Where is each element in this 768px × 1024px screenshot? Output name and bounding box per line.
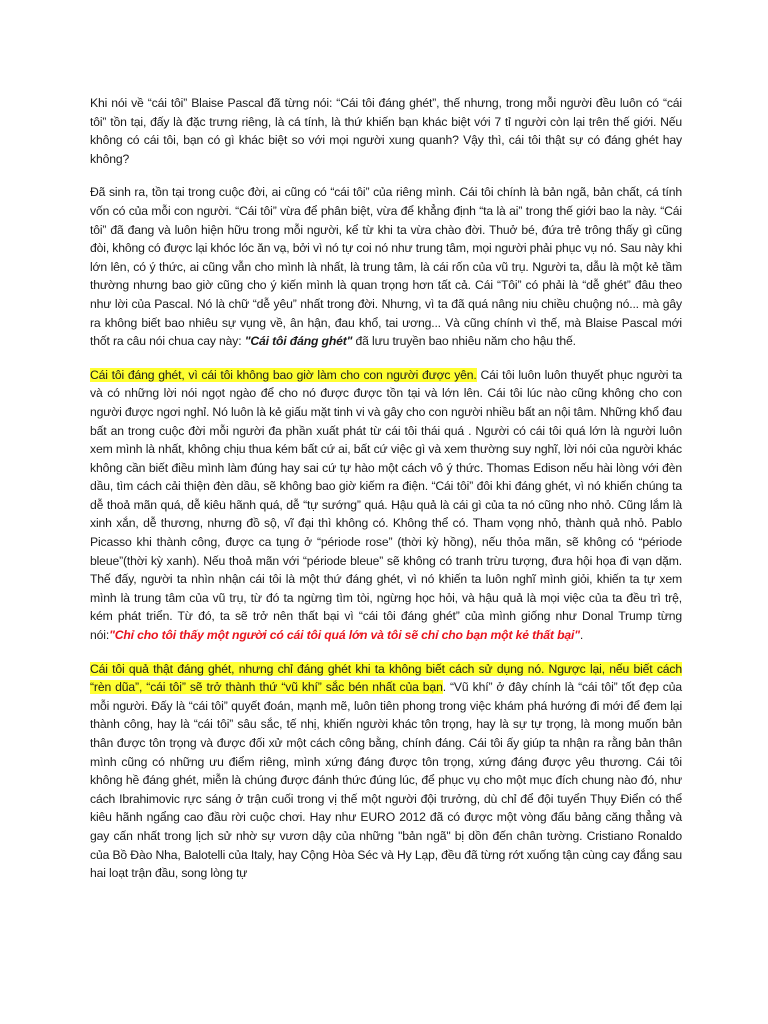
paragraph-ego-nature-tail: đã lưu truyền bao nhiêu năm cho hậu thế. (352, 334, 576, 349)
paragraph-intro (90, 94, 682, 168)
highlighted-thesis-1: Cái tôi đáng ghét, vì cái tôi không bao giờ làm cho con người được yên. (90, 367, 477, 382)
trump-quote: "Chỉ cho tôi thấy một người có cái tôi quá lớn và tôi sẽ chỉ cho bạn một kẻ thất bại" (109, 628, 580, 643)
paragraph-ego-weapon (90, 660, 682, 883)
paragraph-ego-hateful-text: Cái tôi luôn luôn thuyết phục người ta và có những lời nói ngọt ngào để cho nó được được tồn tại và lớn lên. Cái tôi lúc nào cũng không cho con người được ngơi nghỉ. Nó luôn là kẻ giấu mặt tinh vi và gây cho con người nhiều bất an nội tâm. Những khổ đau bất an trong cuộc đời mỗi người đa phần xuất phát từ cái tôi thái quá . Người có cái tôi quá lớn là người luôn xem mình là nhất, không chịu thua kém bất cứ ai, bất cứ việc gì và xem thường suy nghĩ, lời nói của người khác không cần biết điều mình làm đúng hay sai cứ tự hào một cách vô ý thức. Thomas Edison nếu hài lòng với đèn dầu, tìm cách cải thiện đèn dầu, sẽ không bao giờ kiếm ra điện. “Cái tôi” đôi khi đáng ghét, vì nó khiến chúng ta dễ thoả mãn quá, dễ kiêu hãnh quá, dễ “tự sướng” quá. Hậu quả là cái gì của ta nó cũng nho nhỏ. Cũng lắm là xinh xắn, dễ thương, nhưng đồ sộ, vĩ đại thì không có. Không thể có. Tham vọng nhỏ, thành quả nhỏ. Pablo Picasso khi thành công, được ca tụng ở “période rose” (thời kỳ hồng), nếu thỏa mãn, sẽ không có “période bleue”(thời kỳ xanh). Nếu thoả mãn với “période bleue” sẽ không có tranh trừu tượng, đưa hội họa đi vạn dặm. Thế đấy, người ta nhìn nhận cái tôi là một thứ đáng ghét, vì nó khiến ta luôn nghĩ mình giỏi, khiến ta tự xem mình là trung tâm của vũ trụ, từ đó ta ngừng tìm tòi, ngừng học hỏi, và hậu quả là mọi việc của ta đều trì trệ, kém phát triển. Từ đó, ta sẽ trở nên thất bại vì “cái tôi đáng ghét” của mình giống như Donal Trump từng nói: (90, 367, 682, 643)
paragraph-ego-hateful (90, 366, 682, 645)
paragraph-ego-nature-text: Đã sinh ra, tồn tại trong cuộc đời, ai cũng có “cái tôi” của riêng mình. Cái tôi chính là bản ngã, bản chất, cá tính vốn có của mỗi con người. “Cái tôi” vừa để phân biệt, vừa để khẳng định “ta là ai” trong thế giới bao la này. “Cái tôi” đã đang và luôn hiện hữu trong mỗi người, kể từ khi ta vừa chào đời. Thuở bé, đứa trẻ trông thấy gì cũng đòi, không có được lại khóc lóc ăn vạ, bởi vì nó tự coi nó như trung tâm, mọi người phải phục vụ nó. Sau này khi lớn lên, có ý thức, ai cũng vẫn cho mình là nhất, là trung tâm, là cái rốn của vũ trụ. Người ta, dẫu là một kẻ tầm thường nhưng bao giờ cũng cho ý kiến mình là quan trọng hơn tất cả. Cái “Tôi” có phải là “dễ ghét” đâu theo như lời của Pascal. Nó là chữ “dễ yêu” nhất trong đời. Nhưng, vì ta đã quá nâng niu chiều chuộng nó... mà gây ra không biết bao nhiêu sự vụng về, ân hận, đau khổ, tai ương... Và cũng chính vì thế, mà Blaise Pascal mới thốt ra câu nói chua cay này: (90, 185, 682, 349)
paragraph-ego-weapon-text: . “Vũ khí” ở đây chính là “cái tôi” tốt đẹp của mỗi người. Đấy là “cái tôi” quyết đoán, mạnh mẽ, luôn tiên phong trong việc khám phá hướng đi mới để đem lại thành công, hay là “cái tôi” sâu sắc, tế nhị, khiến người khác tôn trọng, hay là sự tự trọng, là mong muốn bản thân được tôn trọng và được đối xử một cách công bằng, chính đáng. Cái tôi ấy giúp ta nhận ra rằng bản thân mình cũng có những ưu điểm riêng, mình xứng đáng được tôn trọng, xứng đáng được yêu thương. Cái tôi không hề đáng ghét, miễn là chúng được đánh thức đúng lúc, để phục vụ cho một mục đích chung nào đó, như cách Ibrahimovic rực sáng ở trận cuối trong vị thế một người đội trưởng, dù chỉ để đội tuyển Thụy Điển có thể kiêu hãnh ngẩng cao đầu rời cuộc chơi. Hay như EURO 2012 đã có được một vòng đấu bảng căng thẳng và gay cấn nhất trong lịch sử nhờ sự vươn dậy của những "bản ngã" bị dồn đến chân tường. Cristiano Ronaldo của Bồ Đào Nha, Balotelli của Italy, hay Cộng Hòa Séc và Hy Lạp, đều đã từng rớt xuống tận cùng cay đắng sau hai loạt trận đầu, song lòng tự (90, 680, 682, 881)
document-page (90, 94, 682, 898)
paragraph-intro-text: Khi nói về “cái tôi” Blaise Pascal đã từng nói: “Cái tôi đáng ghét”, thế nhưng, trong mỗi người đều luôn có “cái tôi” tồn tại, đấy là đặc trưng riêng, là cá tính, là thứ khiến bạn khác biệt với 7 tỉ người còn lại trên thế giới. Nếu không có cái tôi, bạn có gì khác biệt so với mọi người xung quanh? Vậy thì, cái tôi thật sự có đáng ghét hay không? (90, 96, 682, 166)
highlighted-thesis-2: Cái tôi quả thật đáng ghét, nhưng chỉ đáng ghét khi ta không biết cách sử dụng nó. Ngược lại, nếu biết cách “rèn dũa”, “cái tôi” sẽ trở thành thứ “vũ khí” sắc bén nhất của bạn (90, 661, 682, 695)
pascal-quote: "Cái tôi đáng ghét" (244, 334, 353, 349)
paragraph-ego-nature (90, 183, 682, 350)
paragraph-ego-hateful-tail: . (579, 628, 584, 643)
